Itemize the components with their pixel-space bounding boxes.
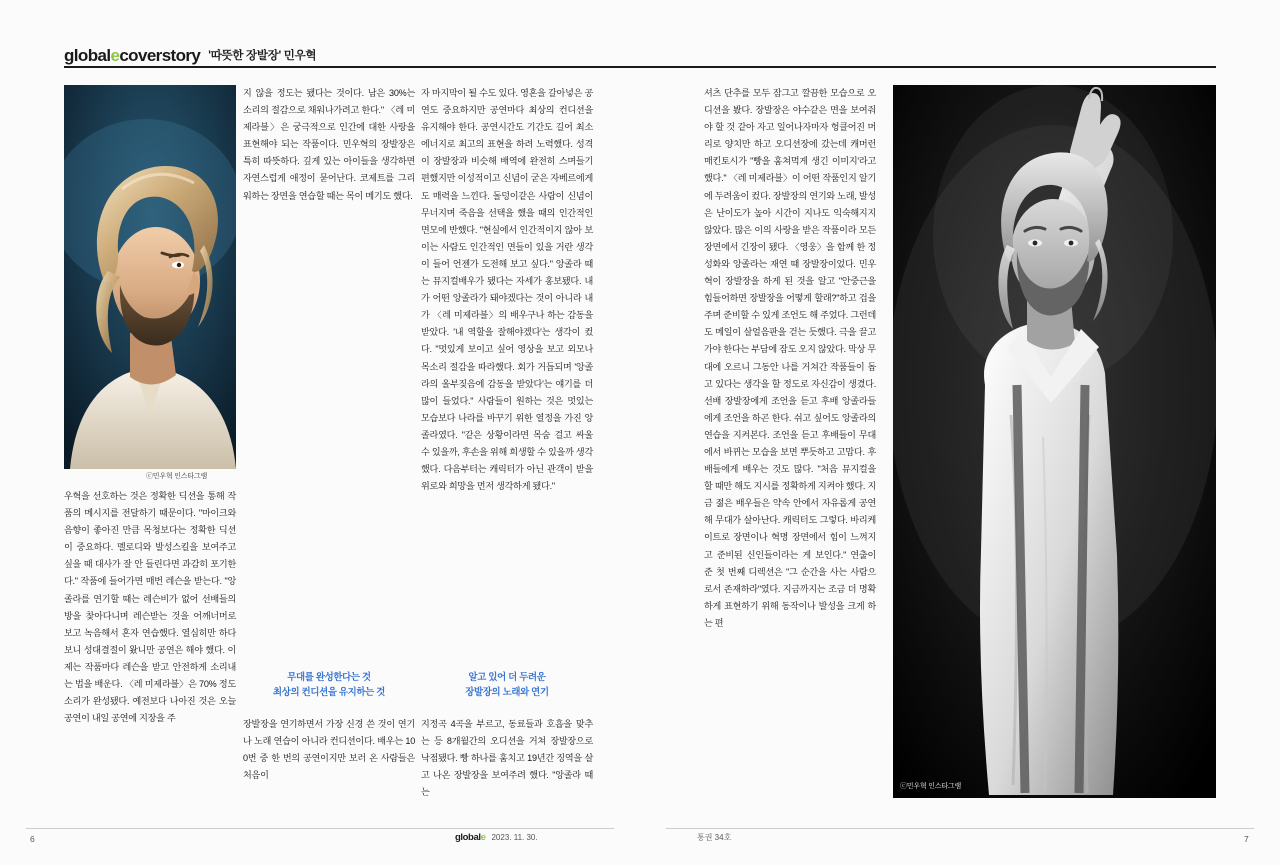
body-column-4 xyxy=(704,85,876,632)
subhead-one xyxy=(243,669,415,699)
photo-left xyxy=(64,85,236,469)
body-column-1 xyxy=(64,488,236,727)
body-column-2-top xyxy=(243,85,415,205)
header-article-title: '따뜻한 장발장' 민우혁 xyxy=(208,50,317,62)
photo-right-credit: ⓒ민우혁 인스타그램 xyxy=(900,783,962,790)
subhead-two-line2: 장발장의 노래와 연기 xyxy=(465,686,549,697)
masthead-e: e xyxy=(110,46,120,65)
photo-right xyxy=(893,85,1216,798)
footer-left-info xyxy=(455,832,538,843)
paragraph: 지 않을 정도는 됐다는 것이다. 남은 30%는 소리의 절감으로 채워나가려고 한다." 〈레 미제라블〉은 궁극적으로 인간에 대한 사랑을 표현해야 되는 작품이다. 민우혁의 장발장은 특히 따뜻하다. 깊게 있는 아이들을 생각하면 자연스럽게 애정이 묻어난다. 코제트를 그리워하는 장면을 연습할 때는 목이 메기도 했다. xyxy=(243,88,415,201)
masthead-logo xyxy=(64,47,200,64)
body-column-3-top xyxy=(421,85,593,495)
footer-divider-right xyxy=(666,828,1254,829)
subhead-two xyxy=(421,669,593,699)
masthead-coverstory: coverstory xyxy=(119,46,201,65)
footer-logo-e: e xyxy=(480,832,486,843)
body-column-3-bottom xyxy=(421,716,593,801)
paragraph: 지정곡 4곡을 부르고, 동료들과 호흡을 맞추는 등 8개월간의 오디션을 거쳐 장발장으로 낙점됐다. 빵 하나를 훔치고 19년간 징역을 살고 나온 장발장을 보여주려 했다. "앙졸라 때는 xyxy=(421,719,593,798)
header-divider xyxy=(64,66,1216,68)
page-header xyxy=(64,38,1216,64)
paragraph: 셔츠 단추를 모두 잠그고 깔끔한 모습으로 오디션을 봤다. 장발장은 야수같은 면을 보여줘야 할 것 같아 자고 일어나자마자 헝클어진 머리로 양치만 하고 오디션장에 갔는데 캐머런 매킨토시가 "빵을 훔쳐먹게 생긴 이미지'라고 했다." 〈레 미제라블〉이 어떤 작품인지 알기에 두려움이 컸다. 장발장의 연기와 노래, 발성은 난이도가 높아 시간이 지나도 익숙해지지 않았다. 많은 이의 사랑을 받은 작품이라 모든 장면에서 긴장이 됐다. 〈영웅〉을 함께 한 정성화와 앙졸라는 재연 때 장발장이었다. 민우혁이 장발장을 하게 된 것을 알고 "안중근을 힘들어하면 장발장을 어떻게 할래?"하고 겁을 주며 준비할 수 있게 조언도 해 주었다. 그런데도 메일이 살얼음판을 걷는 듯했다. 극을 끌고 가야 한다는 부담에 잠도 오지 않았다. 막상 무대에 오르니 그동안 나를 거쳐간 작품들이 돕고 있다는 생각을 할 정도로 자신감이 생겼다. 선배 장발장에게 조언을 듣고 후배 앙졸라들에게 조언을 하곤 한다. 쉬고 싶어도 앙졸라의 연습을 지켜본다. 조언을 듣고 후배들이 무대에서 바뀌는 모습을 보면 뿌듯하고 고맙다. 후배들에게 배우는 것도 많다. "처음 뮤지컬을 할 때만 해도 지시를 정확하게 지켜야 했다. 지금 젊은 배우들은 약속 안에서 자유롭게 공연해 무대가 살아난다. 캐릭터도 그렇다. 바리케이트로 장면이나 혁명 장면에서 힘이 느껴지고 준비된 신인들이라는 게 보인다." 연출이 준 첫 번째 디렉션은 "그 순간을 사는 사람으로서 존재하라"였다. 지금까지는 조금 더 명확하게 표현하기 위해 동작이나 발성을 크게 하는 편 xyxy=(704,88,876,628)
paragraph: 장발장을 연기하면서 가장 신경 쓴 것이 연기나 노래 연습이 아니라 컨디션이다. 배우는 100번 중 한 번의 공연이지만 보러 온 사람들은 처음이 xyxy=(243,719,415,781)
subhead-one-line1: 무대를 완성한다는 것 xyxy=(287,671,371,682)
subhead-two-line1: 알고 있어 더 두려운 xyxy=(468,671,546,682)
body-column-2-bottom xyxy=(243,716,415,784)
footer-issue-date: 2023. 11. 30. xyxy=(491,833,538,842)
paragraph: 자 마지막이 될 수도 있다. 영혼을 갈아넣은 공연도 중요하지만 공연마다 최상의 컨디션을 유지해야 한다. 공연시간도 기간도 길어 최소 에너지로 최고의 표현을 하려 노력했다. 성격이 장발장과 비슷해 배역에 완전히 스며들기 편했지만 이성적이고 신념이 굳은 자베르에게도 매력을 느낀다. 돌덩이같은 사람이 신념이 무너지며 죽음을 선택을 했을 때의 인간적인 면모에 반했다. "현실에서 인간적이지 않아 보이는 사람도 인간적인 면들이 있을 거란 생각이 들어 언젠가 도전해 보고 싶다." 앙졸라 때는 뮤지컬배우가 됐다는 자세가 홍보됐다. 내가 어떤 앙졸라가 돼야겠다는 것이 아니라 내가 〈레 미제라블〉의 배우구나 하는 감동을 받았다. '내 역할을 잘해야겠다'는 생각이 컸다. "멋있게 보이고 싶어 영상을 보고 외모나 목소리 절감을 따라했다. 회가 거듭되며 '앙졸라의 올부짖음에 감동을 받았다'는 얘기를 더 많이 들었다." 사람들이 원하는 것은 멋있는 모습보다 나라를 바꾸기 위한 열정을 가진 앙졸라였다. "같은 상황이라면 목숨 걸고 싸울 수 있을까, 후손을 위해 희생할 수 있을까 생각했다. 다음부터는 캐릭터가 아닌 관객이 받을 위로와 희망을 먼저 생각하게 됐다." xyxy=(421,88,593,492)
paragraph: 우혁을 선호하는 것은 정확한 딕션을 통해 작품의 메시지를 전달하기 때문이다. "마이크와 음향이 좋아진 만큼 목청보다는 정확한 딕션이 중요하다. 멜로디와 발성스킬을 보여주고 싶을 때 대사가 잘 안 들린다면 과감히 포기한다." 작품에 들어가면 매번 레슨을 받는다. "앙졸라를 연기할 때는 레슨비가 없어 선배들의 방을 찾아다니며 레슨받는 것을 어깨너머로 보고 녹음해서 혼자 연습했다. 열심히만 하다 보니 성대결절이 왔니만 공연은 해야 했다. 이제는 작품마다 레슨을 받고 안전하게 소리내는 법을 배운다. 〈레 미제라블〉은 70% 정도 소리가 완성됐다. 예전보다 나아진 것은 오늘 공연이 내일 공연에 지장을 주 xyxy=(64,491,236,724)
footer-issue-number: 통권 34호 xyxy=(697,833,732,842)
page-number-right: 7 xyxy=(1244,834,1249,844)
footer-divider-left xyxy=(26,828,614,829)
photo-left-credit: ⓒ민우혁 인스타그램 xyxy=(146,473,208,480)
masthead-global: global xyxy=(64,46,111,65)
subhead-one-line2: 최상의 컨디션을 유지하는 것 xyxy=(273,686,385,697)
footer-logo-global: global xyxy=(455,832,481,843)
page-number-left: 6 xyxy=(30,834,35,844)
footer-logo xyxy=(455,832,485,843)
